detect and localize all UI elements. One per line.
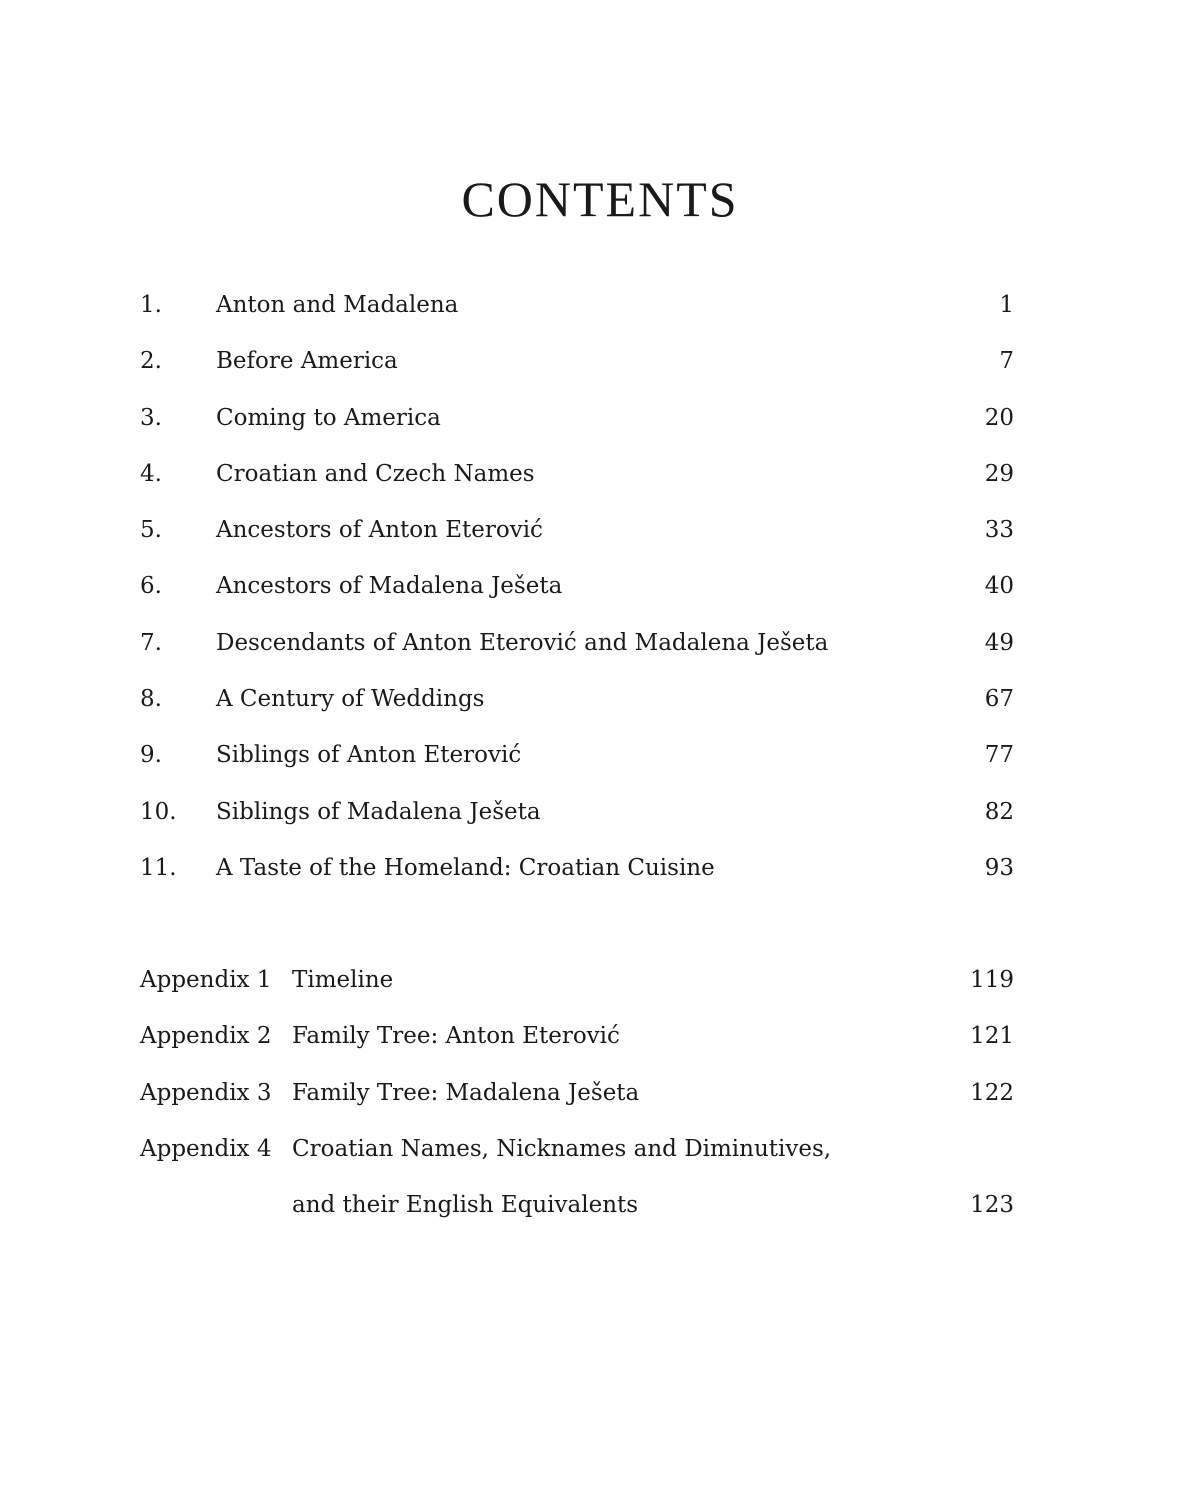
toc-entry [140, 507, 1014, 563]
chapter-title: Ancestors of Anton Eterović [216, 517, 543, 544]
chapter-title: A Taste of the Homeland: Croatian Cuisine [216, 854, 715, 881]
chapter-number: 8. [140, 686, 162, 713]
chapter-title: Descendants of Anton Eterović and Madalena Ješeta [216, 629, 829, 656]
appendix-entry [140, 1013, 1014, 1069]
chapter-title: Siblings of Anton Eterović [216, 742, 522, 769]
appendix-label: Appendix 2 [140, 1023, 272, 1050]
appendix-title: Family Tree: Madalena Ješeta [292, 1079, 640, 1106]
appendix-entry [140, 1126, 1014, 1182]
chapter-number: 4. [140, 460, 162, 487]
toc-entry [140, 563, 1014, 619]
chapter-number: 7. [140, 629, 162, 656]
page-number: 123 [970, 1192, 1014, 1219]
chapter-title: Anton and Madalena [216, 292, 459, 318]
appendix-label: Appendix 1 [140, 967, 272, 993]
appendix-list [140, 957, 1014, 1238]
page-number: 121 [970, 1023, 1014, 1050]
chapter-number: 3. [140, 404, 162, 431]
appendix-label: Appendix 4 [140, 1135, 272, 1162]
chapter-title: Siblings of Madalena Ješeta [216, 798, 541, 825]
page-number: 122 [970, 1079, 1014, 1106]
chapter-title: Ancestors of Madalena Ješeta [216, 573, 563, 600]
page-number: 20 [984, 404, 1014, 431]
page-number: 33 [984, 517, 1014, 544]
toc-entry [140, 451, 1014, 507]
toc-entry [140, 845, 1014, 901]
toc-entry [140, 395, 1014, 451]
chapter-title: Coming to America [216, 404, 441, 431]
page-number: 7 [999, 348, 1014, 375]
page-title: CONTENTS [461, 171, 739, 227]
page-number: 40 [984, 573, 1014, 600]
toc-entry [140, 282, 1014, 338]
toc-entry [140, 620, 1014, 676]
chapter-title: Croatian and Czech Names [216, 460, 535, 487]
chapter-number: 11. [140, 854, 177, 881]
toc-entry [140, 338, 1014, 394]
page-number: 119 [970, 967, 1014, 993]
page-number: 82 [984, 798, 1014, 825]
page-number: 77 [984, 742, 1014, 769]
appendix-entry [140, 1070, 1014, 1126]
appendix-label: Appendix 3 [140, 1079, 272, 1106]
page-number: 49 [984, 629, 1014, 656]
appendix-entry-continuation [140, 1182, 1014, 1238]
chapter-number: 9. [140, 742, 162, 769]
page-number: 29 [984, 460, 1014, 487]
chapter-title: A Century of Weddings [216, 686, 485, 713]
chapter-number: 6. [140, 573, 162, 600]
appendix-entry [140, 957, 1014, 1013]
toc-entry [140, 676, 1014, 732]
appendix-title: Timeline [292, 967, 394, 993]
chapter-list [140, 282, 1014, 901]
chapter-number: 2. [140, 348, 162, 375]
chapter-number: 1. [140, 292, 162, 318]
appendix-title: Croatian Names, Nicknames and Diminutives, [292, 1135, 832, 1162]
page-number: 1 [999, 292, 1014, 318]
page-number: 93 [984, 854, 1014, 881]
chapter-number: 10. [140, 798, 177, 825]
page-number: 67 [984, 686, 1014, 713]
toc-entry [140, 732, 1014, 788]
chapter-title: Before America [216, 348, 398, 375]
appendix-title: and their English Equivalents [292, 1192, 639, 1219]
appendix-title: Family Tree: Anton Eterović [292, 1023, 620, 1050]
chapter-number: 5. [140, 517, 162, 544]
toc-entry [140, 789, 1014, 845]
